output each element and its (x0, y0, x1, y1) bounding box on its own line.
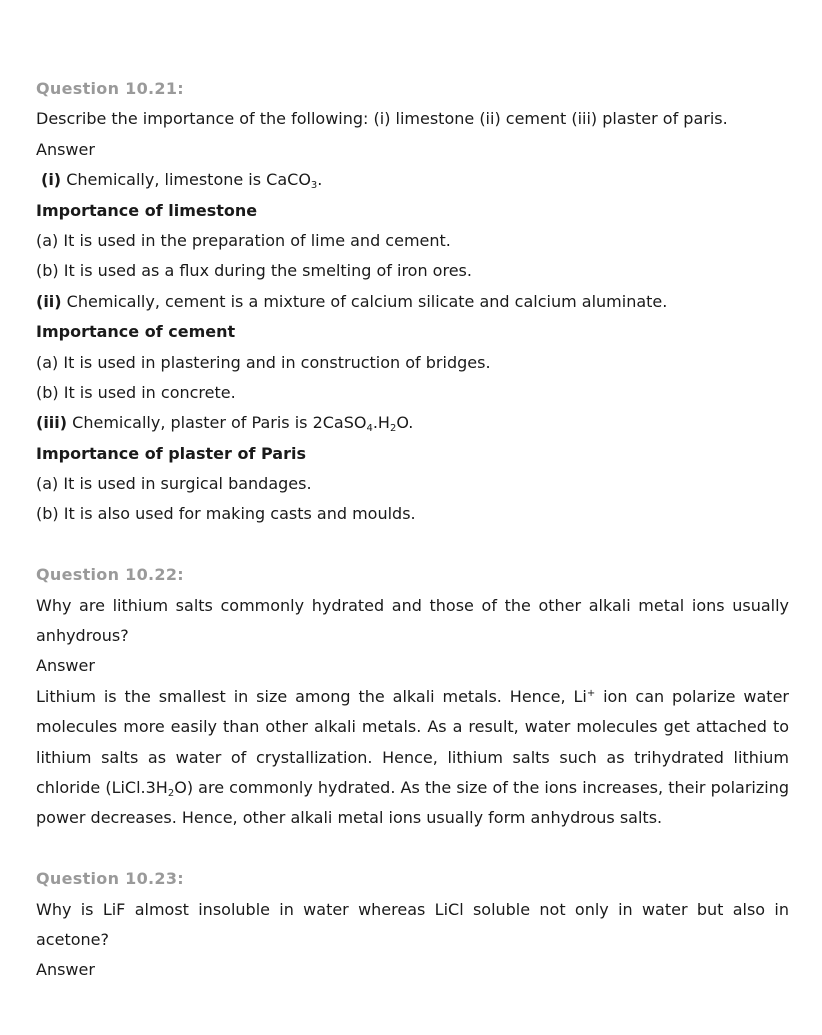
answer-part-i: (i) Chemically, limestone is CaCO$_3$. (41, 170, 323, 192)
section-heading: Importance of cement (36, 322, 236, 342)
part-label: (ii) (36, 291, 62, 311)
answer-label: Answer (36, 139, 95, 159)
section-heading: Importance of limestone (36, 200, 258, 220)
question-title: Question 10.23: (36, 869, 184, 889)
section-heading: Importance of plaster of Paris (36, 443, 306, 463)
list-item: (b) It is used in concrete. (36, 382, 236, 402)
part-label: (iii) (36, 413, 68, 433)
answer-label: Answer (36, 656, 95, 676)
answer-part-ii: (ii) Chemically, cement is a mixture of calcium silicate and calcium aluminate. (36, 291, 668, 311)
list-item: (b) It is used as a flux during the smelting of iron ores. (36, 261, 472, 281)
answer-text: Lithium is the smallest in size among the alkali metals. Hence, Li+ ion can polarize water molecules more easily than other alkali metals. As a result, water molecules get attached to lithium salts as water of crystallization. Hence, lithium salts such as trihydrated lithium chloride $(LiCl.3H_2O)$ are commonly hydrated. As the size of the ions increases, their polarizing power decreases. Hence, other alkali metal ions usually form anhydrous salts. (36, 686, 790, 828)
list-item: (a) It is used in the preparation of lime and cement. (36, 230, 451, 250)
question-title: Question 10.21: (36, 79, 184, 98)
list-item: (b) It is also used for making casts and moulds. (36, 504, 416, 524)
document-page (36, 74, 789, 986)
question-text: Describe the importance of the following: (i) limestone (ii) cement (iii) plaster of paris. (36, 109, 728, 129)
spacer (36, 530, 789, 560)
question-text: Why is LiF almost insoluble in water whereas LiCl soluble not only in water but also in acetone? (36, 899, 789, 950)
question-text: Why are lithium salts commonly hydrated and those of the other alkali metal ions usually anhydrous? (36, 595, 789, 646)
part-label: (i) (41, 170, 62, 190)
answer-part-iii: (iii) Chemically, plaster of Paris is $2CaSO_4.H_2O$. (36, 413, 414, 435)
answer-label: Answer (36, 960, 95, 980)
list-item: (a) It is used in plastering and in construction of bridges. (36, 352, 491, 372)
list-item: (a) It is used in surgical bandages. (36, 474, 312, 494)
question-title: Question 10.22: (36, 565, 184, 585)
spacer (36, 834, 789, 864)
